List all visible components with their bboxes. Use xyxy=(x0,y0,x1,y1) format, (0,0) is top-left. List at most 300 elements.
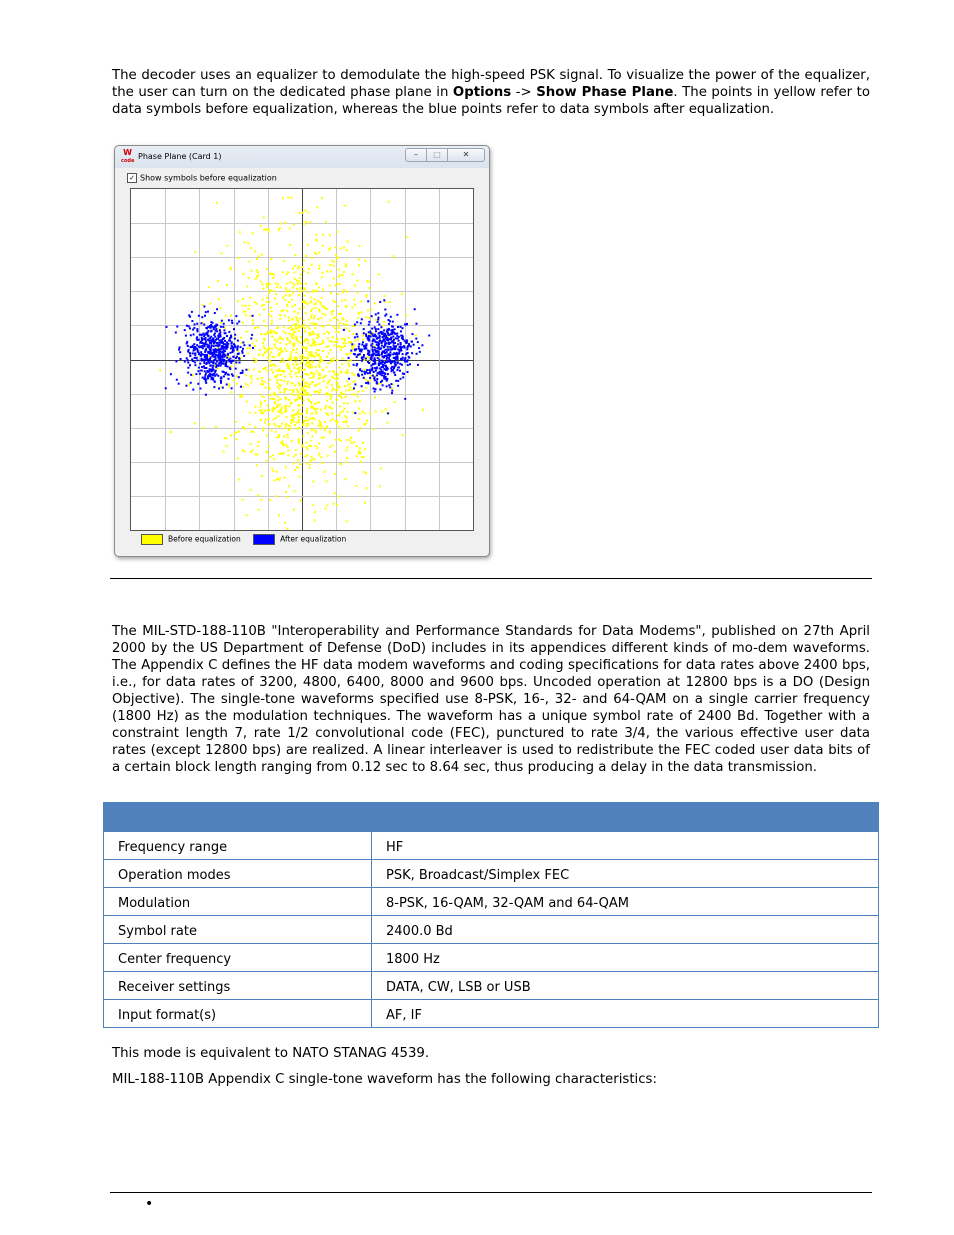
point-before xyxy=(276,382,278,384)
point-after xyxy=(220,377,222,379)
point-after xyxy=(175,360,177,362)
point-before xyxy=(338,313,340,315)
point-after xyxy=(220,380,222,382)
point-after xyxy=(178,383,180,385)
point-before xyxy=(347,369,349,371)
point-before xyxy=(358,245,360,247)
point-after xyxy=(190,334,192,336)
point-after xyxy=(399,370,401,372)
point-before xyxy=(298,405,300,407)
point-before xyxy=(304,327,306,329)
point-after xyxy=(211,330,213,332)
point-before xyxy=(314,403,316,405)
point-before xyxy=(223,450,225,452)
point-after xyxy=(212,355,214,357)
close-button[interactable]: ✕ xyxy=(447,148,485,162)
point-before xyxy=(283,326,285,328)
point-after xyxy=(211,340,213,342)
point-before xyxy=(277,284,279,286)
point-after xyxy=(384,349,386,351)
point-before xyxy=(253,431,255,433)
point-before xyxy=(327,383,329,385)
point-before xyxy=(346,324,348,326)
point-after xyxy=(218,388,220,390)
point-before xyxy=(263,381,265,383)
point-after xyxy=(407,352,409,354)
point-after xyxy=(240,386,242,388)
point-before xyxy=(339,322,341,324)
point-before xyxy=(349,383,351,385)
point-after xyxy=(237,340,239,342)
point-after xyxy=(372,363,374,365)
point-before xyxy=(312,504,314,506)
intro-text-2: -> xyxy=(511,85,537,100)
point-after xyxy=(190,346,192,348)
point-before xyxy=(277,386,279,388)
point-before xyxy=(268,347,270,349)
point-before xyxy=(215,426,217,428)
legend-item-after xyxy=(253,534,346,545)
point-before xyxy=(279,391,281,393)
point-after xyxy=(374,341,376,343)
point-after xyxy=(386,357,388,359)
point-before xyxy=(265,229,267,231)
point-before xyxy=(310,440,312,442)
point-before xyxy=(327,455,329,457)
point-after xyxy=(378,364,380,366)
point-before xyxy=(401,293,403,295)
point-before xyxy=(201,304,203,306)
maximize-button[interactable]: □ xyxy=(426,148,448,162)
point-before xyxy=(170,431,172,433)
point-before xyxy=(303,347,305,349)
point-before xyxy=(314,511,316,513)
point-before xyxy=(260,419,262,421)
point-before xyxy=(337,305,339,307)
point-before xyxy=(299,393,301,395)
point-after xyxy=(194,352,196,354)
point-after xyxy=(368,354,370,356)
point-after xyxy=(207,371,209,373)
point-before xyxy=(278,434,280,436)
point-before xyxy=(277,374,279,376)
point-after xyxy=(196,329,198,331)
point-before xyxy=(260,383,262,385)
point-before xyxy=(285,222,287,224)
point-before xyxy=(270,258,272,260)
point-after xyxy=(215,363,217,365)
point-after xyxy=(381,355,383,357)
point-before xyxy=(340,346,342,348)
point-after xyxy=(222,342,224,344)
point-after xyxy=(207,375,209,377)
point-before xyxy=(297,398,299,400)
point-before xyxy=(324,307,326,309)
point-before xyxy=(245,383,247,385)
point-before xyxy=(288,301,290,303)
point-before xyxy=(294,469,296,471)
point-before xyxy=(255,426,257,428)
point-before xyxy=(298,294,300,296)
point-after xyxy=(375,328,377,330)
point-after xyxy=(392,353,394,355)
point-before xyxy=(267,383,269,385)
point-after xyxy=(251,334,253,336)
point-after xyxy=(220,326,222,328)
point-after xyxy=(189,355,191,357)
point-after xyxy=(375,330,377,332)
point-before xyxy=(322,350,324,352)
point-after xyxy=(250,338,252,340)
point-after xyxy=(187,345,189,347)
point-before xyxy=(335,439,337,441)
point-before xyxy=(357,317,359,319)
point-before xyxy=(288,399,290,401)
point-before xyxy=(301,290,303,292)
point-before xyxy=(241,499,243,501)
point-before xyxy=(228,383,230,385)
point-before xyxy=(300,363,302,365)
point-before xyxy=(277,415,279,417)
point-before xyxy=(302,301,304,303)
point-before xyxy=(271,356,273,358)
point-before xyxy=(287,454,289,456)
point-after xyxy=(386,351,388,353)
point-after xyxy=(221,356,223,358)
point-before xyxy=(289,405,291,407)
point-before xyxy=(336,341,338,343)
point-before xyxy=(284,405,286,407)
point-before xyxy=(263,345,265,347)
point-after xyxy=(384,343,386,345)
point-before xyxy=(260,225,262,227)
point-after xyxy=(355,348,357,350)
point-before xyxy=(310,401,312,403)
point-after xyxy=(198,315,200,317)
point-after xyxy=(384,315,386,317)
point-after xyxy=(212,377,214,379)
table-row xyxy=(104,944,879,972)
point-before xyxy=(313,343,315,345)
point-after xyxy=(389,386,391,388)
point-after xyxy=(193,334,195,336)
point-after xyxy=(373,371,375,373)
table-row xyxy=(104,832,879,860)
point-before xyxy=(341,300,343,302)
point-before xyxy=(271,468,273,470)
point-before xyxy=(309,418,311,420)
point-before xyxy=(322,245,324,247)
point-after xyxy=(219,353,221,355)
point-before xyxy=(293,311,295,313)
point-before xyxy=(272,277,274,279)
point-before xyxy=(357,292,359,294)
point-before xyxy=(300,366,302,368)
point-before xyxy=(363,423,365,425)
point-before xyxy=(284,315,286,317)
point-before xyxy=(275,293,277,295)
point-after xyxy=(216,324,218,326)
point-after xyxy=(356,356,358,358)
point-before xyxy=(349,439,351,441)
point-before xyxy=(279,227,281,229)
point-after xyxy=(206,358,208,360)
point-before xyxy=(283,260,285,262)
point-before xyxy=(329,234,331,236)
point-after xyxy=(237,345,239,347)
point-before xyxy=(307,398,309,400)
point-before xyxy=(271,369,273,371)
point-before xyxy=(364,412,366,414)
point-after xyxy=(205,372,207,374)
point-after xyxy=(205,394,207,396)
point-after xyxy=(361,370,363,372)
point-after xyxy=(374,334,376,336)
point-after xyxy=(223,350,225,352)
point-before xyxy=(324,429,326,431)
point-before xyxy=(261,284,263,286)
point-after xyxy=(236,349,238,351)
point-after xyxy=(387,412,389,414)
point-before xyxy=(358,430,360,432)
point-after xyxy=(209,340,211,342)
point-before xyxy=(263,304,265,306)
point-after xyxy=(205,341,207,343)
point-before xyxy=(238,431,240,433)
point-before xyxy=(254,327,256,329)
point-before xyxy=(331,389,333,391)
point-after xyxy=(382,384,384,386)
point-after xyxy=(356,321,358,323)
point-before xyxy=(322,234,324,236)
point-after xyxy=(389,346,391,348)
point-before xyxy=(260,333,262,335)
point-after xyxy=(361,385,363,387)
point-before xyxy=(293,421,295,423)
point-before xyxy=(362,442,364,444)
point-before xyxy=(271,310,273,312)
point-before xyxy=(330,349,332,351)
point-after xyxy=(235,315,237,317)
point-after xyxy=(360,322,362,324)
point-before xyxy=(224,437,226,439)
point-after xyxy=(361,344,363,346)
point-before xyxy=(266,434,268,436)
window-title: Phase Plane (Card 1) xyxy=(138,152,222,161)
point-before xyxy=(280,361,282,363)
point-before xyxy=(332,402,334,404)
point-before xyxy=(208,286,210,288)
point-after xyxy=(375,350,377,352)
point-after xyxy=(384,373,386,375)
point-before xyxy=(289,333,291,335)
point-before xyxy=(289,244,291,246)
point-before xyxy=(347,402,349,404)
point-after xyxy=(373,338,375,340)
point-before xyxy=(277,411,279,413)
point-before xyxy=(298,396,300,398)
point-before xyxy=(320,302,322,304)
point-before xyxy=(306,394,308,396)
point-after xyxy=(217,342,219,344)
point-after xyxy=(231,341,233,343)
point-before xyxy=(238,257,240,259)
point-before xyxy=(292,268,294,270)
point-before xyxy=(364,260,366,262)
point-after xyxy=(406,361,408,363)
point-before xyxy=(274,408,276,410)
point-before xyxy=(281,358,283,360)
table-row xyxy=(104,916,879,944)
point-before xyxy=(326,270,328,272)
window-titlebar[interactable] xyxy=(115,146,489,168)
point-after xyxy=(385,378,387,380)
point-before xyxy=(307,325,309,327)
point-after xyxy=(218,349,220,351)
point-before xyxy=(292,282,294,284)
point-before xyxy=(317,300,319,302)
point-before xyxy=(304,357,306,359)
minimize-button[interactable]: – xyxy=(405,148,427,162)
point-before xyxy=(297,312,299,314)
point-before xyxy=(285,423,287,425)
point-before xyxy=(342,358,344,360)
point-after xyxy=(232,349,234,351)
point-before xyxy=(276,332,278,334)
point-before xyxy=(279,318,281,320)
point-before xyxy=(359,413,361,415)
point-before xyxy=(358,264,360,266)
point-before xyxy=(315,370,317,372)
point-after xyxy=(221,320,223,322)
point-before xyxy=(321,325,323,327)
point-before xyxy=(394,401,396,403)
point-before xyxy=(302,378,304,380)
point-before xyxy=(292,382,294,384)
point-before xyxy=(281,423,283,425)
point-before xyxy=(318,383,320,385)
point-before xyxy=(301,413,303,415)
point-after xyxy=(387,373,389,375)
point-before xyxy=(320,317,322,319)
point-after xyxy=(229,360,231,362)
point-before xyxy=(301,326,303,328)
point-before xyxy=(375,410,377,412)
point-before xyxy=(256,258,258,260)
point-after xyxy=(195,373,197,375)
point-after xyxy=(411,352,413,354)
point-before xyxy=(344,478,346,480)
point-after xyxy=(220,351,222,353)
point-before xyxy=(269,499,271,501)
point-before xyxy=(274,298,276,300)
point-before xyxy=(311,314,313,316)
point-before xyxy=(287,196,289,198)
point-after xyxy=(223,375,225,377)
point-before xyxy=(302,354,304,356)
point-before xyxy=(339,274,341,276)
point-before xyxy=(264,352,266,354)
point-after xyxy=(238,321,240,323)
table-header-cell-1 xyxy=(104,803,372,832)
point-after xyxy=(240,372,242,374)
point-before xyxy=(289,228,291,230)
point-after xyxy=(356,333,358,335)
point-before xyxy=(326,480,328,482)
point-before xyxy=(273,419,275,421)
point-after xyxy=(207,377,209,379)
point-before xyxy=(255,454,257,456)
point-before xyxy=(315,253,317,255)
point-after xyxy=(416,353,418,355)
point-before xyxy=(330,406,332,408)
point-before xyxy=(265,367,267,369)
point-before xyxy=(326,356,328,358)
point-before xyxy=(383,324,385,326)
point-before xyxy=(322,340,324,342)
point-after xyxy=(224,340,226,342)
point-before xyxy=(268,424,270,426)
point-before xyxy=(264,348,266,350)
point-before xyxy=(298,280,300,282)
point-before xyxy=(368,356,370,358)
point-after xyxy=(407,364,409,366)
point-after xyxy=(215,345,217,347)
point-after xyxy=(192,352,194,354)
point-before xyxy=(326,366,328,368)
point-before xyxy=(282,297,284,299)
point-before xyxy=(338,438,340,440)
point-after xyxy=(213,345,215,347)
point-after xyxy=(356,365,358,367)
point-after xyxy=(368,350,370,352)
point-before xyxy=(353,299,355,301)
point-after xyxy=(375,336,377,338)
point-before xyxy=(292,349,294,351)
point-before xyxy=(289,340,291,342)
point-after xyxy=(377,328,379,330)
point-after xyxy=(376,374,378,376)
point-after xyxy=(226,341,228,343)
point-after xyxy=(188,325,190,327)
point-before xyxy=(259,410,261,412)
point-before xyxy=(268,360,270,362)
point-before xyxy=(324,471,326,473)
point-before xyxy=(291,299,293,301)
point-before xyxy=(298,382,300,384)
point-before xyxy=(330,358,332,360)
point-before xyxy=(242,298,244,300)
point-before xyxy=(291,370,293,372)
point-before xyxy=(301,389,303,391)
point-after xyxy=(377,353,379,355)
point-before xyxy=(378,273,380,275)
point-after xyxy=(238,357,240,359)
point-before xyxy=(374,302,376,304)
point-before xyxy=(293,394,295,396)
point-before xyxy=(301,394,303,396)
point-after xyxy=(170,373,172,375)
point-before xyxy=(272,364,274,366)
point-before xyxy=(337,359,339,361)
point-after xyxy=(231,387,233,389)
show-symbols-checkbox-row[interactable] xyxy=(127,173,277,183)
point-before xyxy=(188,384,190,386)
point-before xyxy=(314,408,316,410)
show-symbols-checkbox[interactable]: ✓ xyxy=(127,173,137,183)
point-before xyxy=(358,418,360,420)
point-after xyxy=(207,326,209,328)
